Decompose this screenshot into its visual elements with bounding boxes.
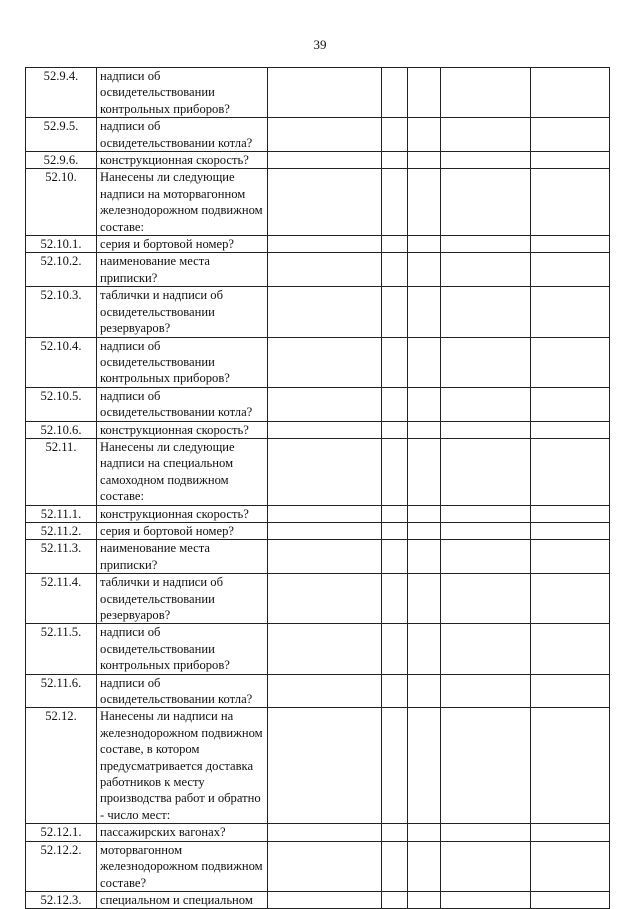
question-text: наименование места приписки? <box>97 253 268 287</box>
answer-cell <box>382 624 408 674</box>
table-row <box>26 505 610 522</box>
answer-cell <box>441 438 531 505</box>
answer-cell <box>382 891 408 908</box>
answer-cell <box>268 438 382 505</box>
answer-cell <box>531 287 610 337</box>
answer-cell <box>441 169 531 236</box>
answer-cell <box>531 118 610 152</box>
item-number: 52.12.2. <box>26 841 97 891</box>
answer-cell <box>382 421 408 438</box>
item-number: 52.10.3. <box>26 287 97 337</box>
answer-cell <box>382 522 408 539</box>
answer-cell <box>408 152 441 169</box>
question-text: конструкционная скорость? <box>97 421 268 438</box>
answer-cell <box>408 624 441 674</box>
answer-cell <box>382 253 408 287</box>
question-text: Нанесены ли надписи на железнодорожном подвижном составе, в котором предусматривается доставка работников к месту производства работ и обратно - число мест: <box>97 708 268 824</box>
answer-cell <box>531 253 610 287</box>
item-number: 52.11. <box>26 438 97 505</box>
answer-cell <box>441 574 531 624</box>
answer-cell <box>441 387 531 421</box>
answer-cell <box>268 522 382 539</box>
answer-cell <box>382 540 408 574</box>
checklist-table <box>25 67 610 909</box>
answer-cell <box>408 387 441 421</box>
item-number: 52.11.3. <box>26 540 97 574</box>
table-row <box>26 891 610 908</box>
answer-cell <box>441 68 531 118</box>
table-row <box>26 574 610 624</box>
table-row <box>26 387 610 421</box>
answer-cell <box>531 152 610 169</box>
question-text: серия и бортовой номер? <box>97 236 268 253</box>
item-number: 52.9.4. <box>26 68 97 118</box>
table-row <box>26 421 610 438</box>
item-number: 52.10.5. <box>26 387 97 421</box>
answer-cell <box>382 824 408 841</box>
answer-cell <box>382 68 408 118</box>
question-text: Нанесены ли следующие надписи на моторвагонном железнодорожном подвижном составе: <box>97 169 268 236</box>
question-text: надписи об освидетельствовании контрольных приборов? <box>97 337 268 387</box>
item-number: 52.12. <box>26 708 97 824</box>
table-row <box>26 824 610 841</box>
answer-cell <box>531 708 610 824</box>
item-number: 52.11.1. <box>26 505 97 522</box>
question-text: Нанесены ли следующие надписи на специальном самоходном подвижном составе: <box>97 438 268 505</box>
question-text: надписи об освидетельствовании котла? <box>97 387 268 421</box>
answer-cell <box>531 540 610 574</box>
table-row <box>26 152 610 169</box>
table-row <box>26 169 610 236</box>
answer-cell <box>382 118 408 152</box>
question-text: конструкционная скорость? <box>97 152 268 169</box>
answer-cell <box>268 624 382 674</box>
answer-cell <box>408 891 441 908</box>
answer-cell <box>531 522 610 539</box>
question-text: специальном и специальном <box>97 891 268 908</box>
answer-cell <box>268 152 382 169</box>
table-row <box>26 540 610 574</box>
answer-cell <box>408 824 441 841</box>
answer-cell <box>408 421 441 438</box>
answer-cell <box>382 169 408 236</box>
answer-cell <box>531 169 610 236</box>
answer-cell <box>382 438 408 505</box>
answer-cell <box>382 387 408 421</box>
question-text: надписи об освидетельствовании контрольных приборов? <box>97 68 268 118</box>
answer-cell <box>531 841 610 891</box>
answer-cell <box>441 421 531 438</box>
item-number: 52.10. <box>26 169 97 236</box>
item-number: 52.11.4. <box>26 574 97 624</box>
answer-cell <box>268 169 382 236</box>
item-number: 52.11.5. <box>26 624 97 674</box>
answer-cell <box>408 287 441 337</box>
answer-cell <box>441 505 531 522</box>
answer-cell <box>531 574 610 624</box>
answer-cell <box>531 674 610 708</box>
question-text: пассажирских вагонах? <box>97 824 268 841</box>
table-row <box>26 118 610 152</box>
answer-cell <box>441 708 531 824</box>
item-number: 52.9.5. <box>26 118 97 152</box>
answer-cell <box>441 540 531 574</box>
answer-cell <box>441 824 531 841</box>
answer-cell <box>268 337 382 387</box>
question-text: серия и бортовой номер? <box>97 522 268 539</box>
item-number: 52.10.1. <box>26 236 97 253</box>
answer-cell <box>441 152 531 169</box>
answer-cell <box>268 68 382 118</box>
item-number: 52.12.3. <box>26 891 97 908</box>
item-number: 52.11.2. <box>26 522 97 539</box>
answer-cell <box>268 387 382 421</box>
table-row <box>26 236 610 253</box>
table-row <box>26 438 610 505</box>
answer-cell <box>531 824 610 841</box>
table-row <box>26 522 610 539</box>
answer-cell <box>408 438 441 505</box>
question-text: таблички и надписи об освидетельствовании резервуаров? <box>97 287 268 337</box>
answer-cell <box>408 522 441 539</box>
table-row <box>26 68 610 118</box>
page-number: 39 <box>313 37 327 52</box>
answer-cell <box>531 337 610 387</box>
answer-cell <box>408 540 441 574</box>
answer-cell <box>268 118 382 152</box>
answer-cell <box>441 891 531 908</box>
question-text: надписи об освидетельствовании контрольных приборов? <box>97 624 268 674</box>
answer-cell <box>408 68 441 118</box>
answer-cell <box>408 574 441 624</box>
answer-cell <box>408 169 441 236</box>
answer-cell <box>408 236 441 253</box>
answer-cell <box>441 253 531 287</box>
table-row <box>26 287 610 337</box>
answer-cell <box>382 841 408 891</box>
answer-cell <box>441 624 531 674</box>
question-text: наименование места приписки? <box>97 540 268 574</box>
answer-cell <box>382 674 408 708</box>
table-row <box>26 337 610 387</box>
answer-cell <box>382 337 408 387</box>
answer-cell <box>441 522 531 539</box>
table-row <box>26 674 610 708</box>
item-number: 52.11.6. <box>26 674 97 708</box>
answer-cell <box>531 421 610 438</box>
answer-cell <box>408 118 441 152</box>
answer-cell <box>408 841 441 891</box>
answer-cell <box>408 337 441 387</box>
answer-cell <box>531 891 610 908</box>
item-number: 52.10.4. <box>26 337 97 387</box>
question-text: надписи об освидетельствовании котла? <box>97 118 268 152</box>
answer-cell <box>531 236 610 253</box>
answer-cell <box>268 287 382 337</box>
item-number: 52.12.1. <box>26 824 97 841</box>
item-number: 52.10.6. <box>26 421 97 438</box>
question-text: надписи об освидетельствовании котла? <box>97 674 268 708</box>
table-row <box>26 253 610 287</box>
answer-cell <box>268 824 382 841</box>
answer-cell <box>408 674 441 708</box>
answer-cell <box>268 505 382 522</box>
answer-cell <box>268 841 382 891</box>
answer-cell <box>268 540 382 574</box>
answer-cell <box>441 337 531 387</box>
answer-cell <box>268 253 382 287</box>
answer-cell <box>268 674 382 708</box>
answer-cell <box>382 287 408 337</box>
answer-cell <box>531 505 610 522</box>
answer-cell <box>382 574 408 624</box>
table-row <box>26 624 610 674</box>
answer-cell <box>441 236 531 253</box>
answer-cell <box>408 708 441 824</box>
answer-cell <box>531 68 610 118</box>
answer-cell <box>441 674 531 708</box>
answer-cell <box>531 387 610 421</box>
answer-cell <box>531 624 610 674</box>
answer-cell <box>268 236 382 253</box>
answer-cell <box>382 708 408 824</box>
answer-cell <box>268 708 382 824</box>
answer-cell <box>382 236 408 253</box>
item-number: 52.10.2. <box>26 253 97 287</box>
answer-cell <box>268 421 382 438</box>
answer-cell <box>268 891 382 908</box>
question-text: моторвагонном железнодорожном подвижном составе? <box>97 841 268 891</box>
answer-cell <box>441 841 531 891</box>
answer-cell <box>382 152 408 169</box>
question-text: конструкционная скорость? <box>97 505 268 522</box>
answer-cell <box>408 253 441 287</box>
table-row <box>26 708 610 824</box>
answer-cell <box>441 287 531 337</box>
answer-cell <box>441 118 531 152</box>
answer-cell <box>382 505 408 522</box>
item-number: 52.9.6. <box>26 152 97 169</box>
answer-cell <box>408 505 441 522</box>
answer-cell <box>268 574 382 624</box>
table-row <box>26 841 610 891</box>
answer-cell <box>531 438 610 505</box>
question-text: таблички и надписи об освидетельствовании резервуаров? <box>97 574 268 624</box>
